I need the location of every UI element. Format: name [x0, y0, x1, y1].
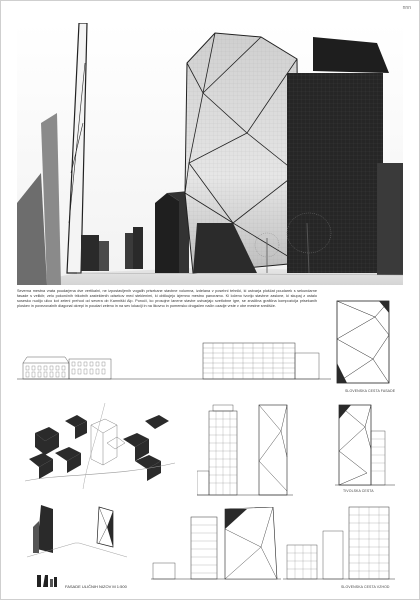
tower-elevation-drawing-2: [335, 401, 395, 487]
aerial-model-render: [25, 403, 175, 489]
facade-caption-3: SLOVENSKA CESTA VZHOD: [341, 585, 390, 589]
facade-caption-1: SLOVENSKA CESTA FASADE: [345, 389, 396, 393]
street-perspective-render: [17, 23, 403, 285]
street-perspective-small: [27, 497, 127, 563]
facade-caption-2: TIVOLSKA CESTA: [343, 489, 374, 493]
facade-elevation-drawing-3: [283, 501, 395, 581]
tower-elevation-1: [335, 299, 395, 385]
tivolska-elevation-drawing: [197, 401, 293, 497]
street-facade-elevation-3: [283, 501, 395, 581]
drawing-title: FASADE ULIČNIH NIZOV M 1:500: [65, 584, 127, 589]
street-facade-elevation-1: [17, 337, 331, 381]
hero-rendering: [17, 23, 403, 285]
tivolska-elevation: [197, 401, 293, 497]
street-perspective-drawing: [27, 497, 127, 563]
project-description: Severna mestna vrata poudarjena dve vertikalni, ne izpostavljenih vogalih prisekane stavbne volumna, izdelana v posebni tehniki, ki ustvarja ploščat poudarek s sekundarne fasade s velikih; zelo pokončnih trikotnih zasteklenih odsekov med steklenimi, ki oblikujejo izjemno mestno panoramo. Ki ločeno tvorijo stavbne zaslone, ki skupaj z ostalo sosesko nudijo ulico kot zeleni prehod od severa ob Kamniški Alp. Ponoči, ko prosojne lanene stavbe ustvarjajo svetlobne igre, se značilna grafična kompozicija prisekanih ploskev in povezovalnih diagonal okrepi in poudari zeleno in na sev lokaciji in na likovno in pomensko drugačen način ozadje vrste v obe mestne središče.: [17, 289, 317, 309]
tower-elevation-2: [335, 401, 395, 487]
tower-elevation-drawing: [335, 299, 395, 385]
street-facade-elevation-2: [151, 507, 281, 581]
logo-icon: [35, 573, 59, 589]
facade-elevation-drawing-2: [151, 507, 281, 581]
facade-elevation-drawing: [17, 337, 331, 381]
sheet-tag: nnn: [402, 5, 411, 11]
aerial-massing-model: [25, 403, 175, 489]
project-logo: [35, 573, 59, 589]
